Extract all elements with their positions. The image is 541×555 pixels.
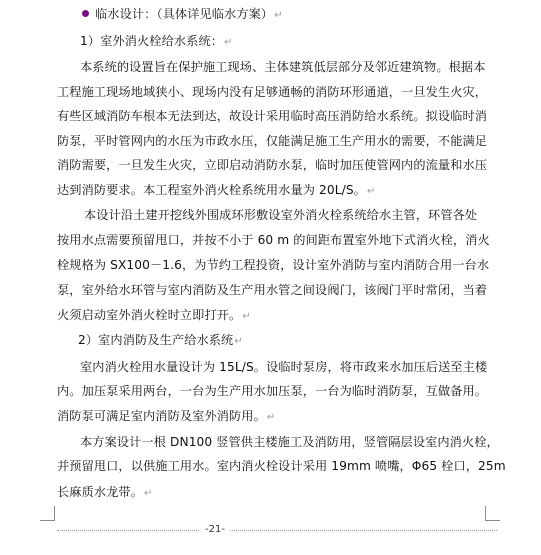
- body-text: 消防需要，一旦发生火灾，立即启动消防水泵，临时加压使管网内的流量和水压: [57, 158, 488, 172]
- body-line: [57, 408, 317, 426]
- body-text: 有些区域消防车根本无法到达，故设计采用临时高压消防给水系统。拟设临时消: [57, 109, 488, 123]
- subheading-line: [80, 33, 240, 51]
- body-text: 防泵，平时管网内的水压为市政水压，仅能满足施工生产用水的需要，不能满足: [57, 134, 488, 148]
- paragraph-mark-icon: ↵: [234, 336, 243, 347]
- body-line: [57, 484, 177, 502]
- body-text: 本方案设计一根 DN100 竖管供主楼施工及消防用，竖管隔层设室内消火栓，: [80, 435, 499, 449]
- body-line: [57, 182, 417, 200]
- body-line: [57, 282, 517, 298]
- body-line: [80, 359, 510, 375]
- crop-mark-right: [485, 506, 500, 521]
- body-line: [57, 157, 517, 173]
- body-text: 消防泵可满足室内消防及室外消防用。: [57, 409, 266, 423]
- footer-separator: [57, 530, 497, 531]
- body-text: 按用水点需要预留甩口，并按不小于 60 m 的间距布置室外地下式消火栓，消火: [57, 233, 490, 247]
- body-text: 本系统的设置旨在保护施工现场、主体建筑低层部分及邻近建筑物。根据本: [80, 60, 486, 74]
- subheading-text: 1）室外消火栓给水系统：: [80, 34, 224, 48]
- crop-mark-left: [40, 506, 55, 521]
- paragraph-mark-icon: ↵: [144, 488, 153, 499]
- subheading-text: 2）室内消防及生产给水系统: [78, 333, 234, 347]
- subheading-line: [78, 332, 278, 350]
- paragraph-mark-icon: ↵: [274, 10, 283, 21]
- body-text: 达到消防要求。本工程室外消火栓系统用水量为 20L/S。: [57, 183, 366, 197]
- heading-line: [82, 6, 302, 24]
- body-text: 并预留甩口，以供施工用水。室内消火栓设计采用 19mm 喷嘴，Φ65 栓口，25m: [57, 459, 506, 473]
- paragraph-mark-icon: ↵: [242, 311, 251, 322]
- body-line: [57, 133, 517, 149]
- body-line: [57, 257, 517, 273]
- body-line: [80, 59, 510, 75]
- body-text: 长麻质水龙带。: [57, 485, 144, 499]
- body-text: 工程施工现场地域狭小、现场内没有足够通畅的消防环形通道，一旦发生火灾，: [57, 85, 488, 99]
- heading-text: 临水设计：（具体详见临水方案）: [95, 7, 274, 21]
- body-text: 本设计沿土建开挖线外围成环形敷设室外消火栓系统给水主管，环管各处: [84, 208, 478, 222]
- body-line: [57, 84, 517, 100]
- page-number: -21-: [200, 522, 230, 538]
- body-text: 室内消火栓用水量设计为 15L/S。设临时泵房，将市政来水加压后送至主楼: [80, 360, 488, 374]
- bullet-icon: [82, 10, 89, 17]
- body-text: 栓规格为 SX100－1.6，为节约工程投资，设计室外消防与室内消防合用一台水: [57, 258, 490, 272]
- body-line: [80, 434, 510, 450]
- body-text: 火须启动室外消火栓时立即打开。: [57, 308, 242, 322]
- body-text: 泵，室外给水环管与室内消防及生产用水管之间设阀门，该阀门平时常闭，当着: [57, 283, 488, 297]
- paragraph-mark-icon: ↵: [224, 37, 233, 48]
- body-line: [57, 383, 517, 399]
- body-line: [57, 458, 517, 474]
- body-line: [57, 307, 287, 325]
- paragraph-mark-icon: ↵: [366, 186, 376, 197]
- body-text: 内。加压泵采用两台，一台为生产用水加压泵，一台为临时消防泵，互做备用。: [57, 384, 488, 398]
- paragraph-mark-icon: ↵: [266, 412, 276, 423]
- body-line: [57, 108, 517, 124]
- body-line: [57, 232, 517, 248]
- page-number-value: 21: [208, 524, 222, 535]
- body-line: [84, 207, 514, 223]
